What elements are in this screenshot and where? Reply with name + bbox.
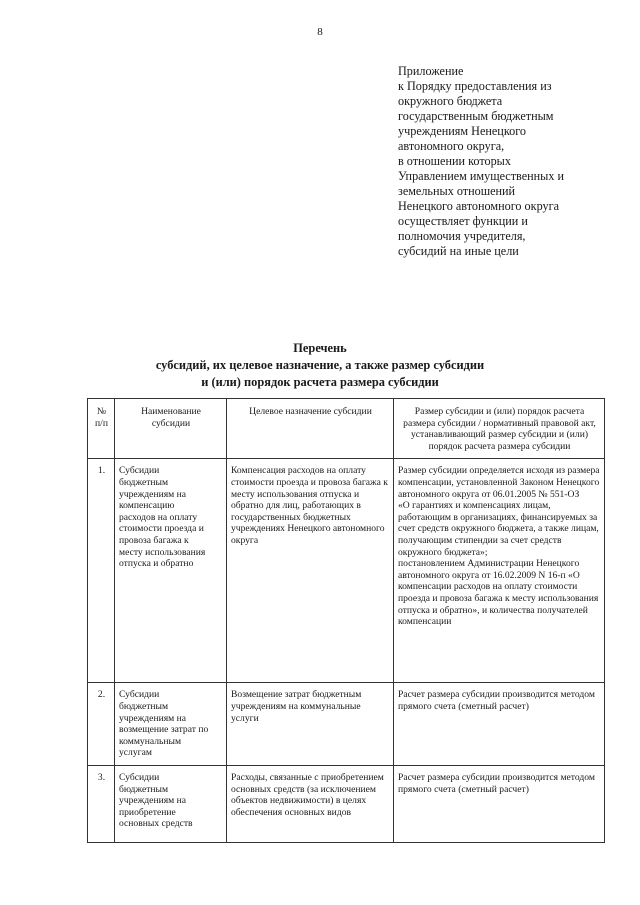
title-line-2: субсидий, их целевое назначение, а также размер субсидии	[155, 358, 485, 372]
row-num: 1.	[88, 459, 115, 683]
document-title	[0, 340, 640, 391]
row-name: Субсидии бюджетным учреждениям на приобретение основных средств	[115, 765, 227, 842]
header-name: Наименование субсидии	[115, 399, 227, 459]
appendix-line: в отношении которых	[398, 154, 511, 168]
row-purpose: Расходы, связанные с приобретением основных средств (за исключением объектов недвижимости) в целях обеспечения основных видов	[227, 765, 394, 842]
row-num: 2.	[88, 683, 115, 766]
row-size: Расчет размера субсидии производится методом прямого счета (сметный расчет)	[394, 683, 605, 766]
row-name: Субсидии бюджетным учреждениям на компенсацию расходов на оплату стоимости проезда и провоза багажа к месту использования отпуска и обратно	[115, 459, 227, 683]
row-num: 3.	[88, 765, 115, 842]
row-size: Размер субсидии определяется исходя из размера компенсации, установленной Законом Ненецкого автономного округа от 06.01.2005 № 551-ОЗ «О гарантиях и компенсациях лицам, работающим в организациях, финансируемых за счет средств окружного бюджета, а также лицам, получающим стипендии за счет средств окружного бюджета»; постановлением Администрации Ненецкого автономного округа от 16.02.2009 N 16-п «О компенсации расходов на оплату стоимости проезда и провоза багажа к месту использования отпуска и обратно», и количества получателей компенсации	[394, 459, 605, 683]
appendix-line: окружного бюджета	[398, 94, 503, 108]
row-name: Субсидии бюджетным учреждениям на возмещение затрат по коммунальным услугам	[115, 683, 227, 766]
appendix-line: автономного округа,	[398, 139, 505, 153]
row-size: Расчет размера субсидии производится методом прямого счета (сметный расчет)	[394, 765, 605, 842]
header-size: Размер субсидии и (или) порядок расчета размера субсидии / нормативный правовой акт, устанавливающий размер субсидии и (или) порядок расчета размера субсидии	[394, 399, 605, 459]
appendix-line: земельных отношений	[398, 184, 516, 198]
appendix-line: государственным бюджетным	[398, 109, 554, 123]
appendix-line: Ненецкого автономного округа	[398, 199, 560, 213]
header-purpose: Целевое назначение субсидии	[227, 399, 394, 459]
appendix-line: субсидий на иные цели	[398, 244, 519, 258]
table-row	[88, 765, 605, 842]
title-line-3: и (или) порядок расчета размера субсидии	[201, 375, 439, 389]
table-row	[88, 459, 605, 683]
appendix-line: осуществляет функции и	[398, 214, 528, 228]
appendix-line: к Порядку предоставления из	[398, 79, 552, 93]
appendix-line: Управлением имущественных и	[398, 169, 565, 183]
appendix-block	[398, 64, 618, 259]
title-line-1: Перечень	[293, 341, 347, 355]
appendix-line: полномочия учредителя,	[398, 229, 526, 243]
row-purpose: Компенсация расходов на оплату стоимости проезда и провоза багажа к месту использования отпуска и обратно для лиц, работающих в государственных бюджетных учреждениях Ненецкого автономного округа	[227, 459, 394, 683]
appendix-line: Приложение	[398, 64, 464, 78]
row-purpose: Возмещение затрат бюджетным учреждениям на коммунальные услуги	[227, 683, 394, 766]
page-number: 8	[317, 26, 323, 38]
header-num: № п/п	[88, 399, 115, 459]
appendix-line: учреждениям Ненецкого	[398, 124, 527, 138]
table-row	[88, 683, 605, 766]
subsidies-table	[87, 398, 605, 843]
table-header-row	[88, 399, 605, 459]
